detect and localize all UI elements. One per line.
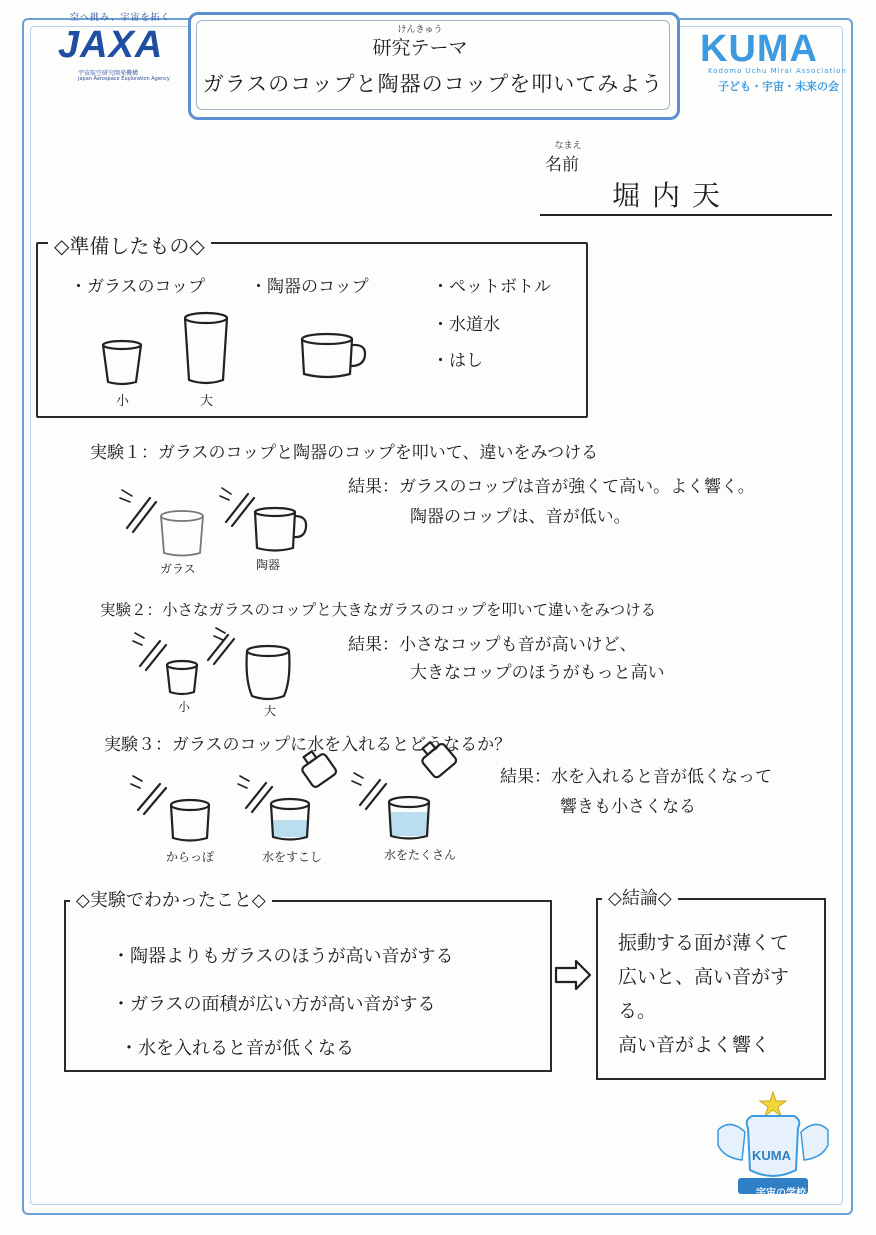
experiment1-title: 実験１：ガラスのコップと陶器のコップを叩いて、違いをみつける: [90, 443, 599, 463]
experiment2-title: 実験２：小さなガラスのコップと大きなガラスのコップを叩いて違いをみつける: [100, 601, 657, 619]
emblem-school: 宇宙の学校: [756, 1188, 806, 1199]
chopsticks-icon: [131, 776, 166, 814]
school-emblem-icon: [718, 1092, 828, 1194]
theme-ruby: けんきゅう: [397, 25, 443, 35]
prep-item: ・陶器のコップ: [250, 277, 369, 297]
chopsticks-icon: [120, 490, 156, 532]
label-ceramic: 陶器: [256, 558, 281, 572]
learned-item: ・水を入れると音が低くなる: [120, 1038, 354, 1059]
learned-item: ・陶器よりもガラスのほうが高い音がする: [112, 946, 454, 967]
prep-item: ・水道水: [432, 315, 500, 335]
ceramic-mug-icon: [255, 508, 306, 551]
empty-glass-icon: [171, 800, 209, 841]
conclusion-text: [618, 926, 818, 1062]
name-label: 名前: [545, 155, 579, 175]
jaxa-logo: JAXA: [58, 24, 164, 66]
experiment1-result-line2: 陶器のコップは、音が低い。: [410, 507, 631, 527]
glass-much-water-icon: [389, 797, 429, 839]
prep-item: ・はし: [432, 351, 483, 371]
learned-title: ◇実験でわかったこと◇: [70, 886, 272, 912]
label-much-water: 水をたくさん: [384, 848, 457, 862]
chopsticks-icon: [208, 628, 234, 664]
conclusion-line: 高い音がよく響く: [618, 1034, 771, 1056]
jaxa-org-ja: 宇宙航空研究開発機構: [78, 70, 139, 77]
label-little-water: 水をすこし: [262, 850, 323, 864]
jaxa-org-en: Japan Aerospace Exploration Agency: [78, 76, 170, 82]
experiment3-result-line1: 結果：水を入れると音が低くなって: [500, 767, 772, 787]
glass-little-water-icon: [271, 799, 309, 840]
prep-item: ・ガラスのコップ: [70, 277, 206, 297]
name-ruby: なまえ: [554, 141, 582, 151]
experiment1-result-line1: 結果：ガラスのコップは音が強くて高い。よく響く。: [348, 477, 755, 497]
kuma-logo: KUMA: [700, 28, 818, 70]
name-value: 堀内天: [612, 179, 733, 212]
chopsticks-icon: [133, 633, 166, 670]
experiment2-result-line2: 大きなコップのほうがもっと高い: [410, 663, 665, 683]
label-glass: ガラス: [160, 562, 196, 576]
chopsticks-icon: [352, 773, 386, 809]
kuma-ja: 子ども・宇宙・未来の会: [718, 80, 839, 93]
learned-item: ・ガラスの面積が広い方が高い音がする: [112, 994, 436, 1015]
large-glass-icon: [247, 646, 290, 699]
conclusion-line: 振動する面が薄くて: [618, 932, 790, 954]
name-underline: [540, 214, 832, 216]
label-large: 大: [264, 704, 277, 718]
size-label-small: 小: [116, 394, 130, 409]
prep-item: ・ペットボトル: [432, 277, 551, 297]
jaxa-tagline: 空へ挑み、宇宙を拓く: [70, 13, 171, 23]
glass-cup-icon: [161, 511, 203, 556]
label-small: 小: [178, 700, 191, 714]
experiment3-title: 実験３：ガラスのコップに水を入れるとどうなるか？: [104, 735, 512, 755]
experiment2-result-line1: 結果：小さなコップも音が高いけど、: [348, 635, 637, 655]
theme-title: ガラスのコップと陶器のコップを叩いてみよう: [202, 72, 664, 96]
experiment3-result-line2: 響きも小さくなる: [560, 797, 696, 817]
emblem-wordmark: KUMA: [752, 1148, 791, 1163]
conclusion-title: ◇結論◇: [602, 884, 678, 910]
small-glass-icon: [167, 661, 197, 694]
chopsticks-icon: [220, 488, 254, 526]
theme-heading: 研究テーマ: [372, 37, 468, 59]
chopsticks-icon: [238, 776, 272, 812]
preparation-title: ◇準備したもの◇: [48, 230, 211, 259]
size-label-large: 大: [200, 394, 214, 409]
label-empty: からっぽ: [166, 850, 215, 864]
conclusion-line: 広いと、高い音がする。: [618, 966, 790, 1022]
kuma-en: Kodomo Uchu Mirai Association: [708, 67, 847, 75]
arrow-right-icon: [556, 961, 590, 989]
